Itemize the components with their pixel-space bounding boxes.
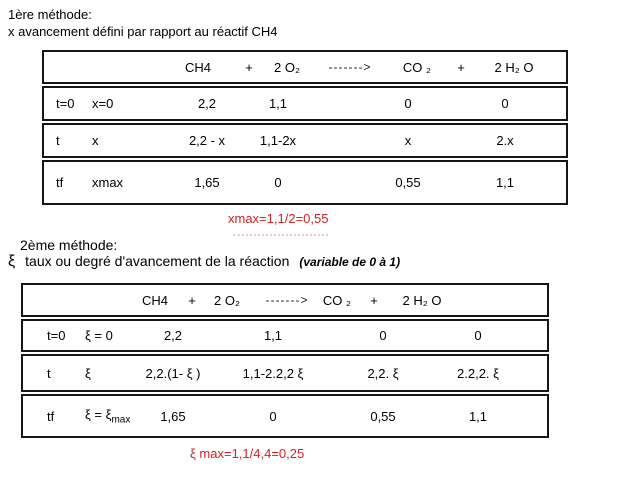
table-cell-ch4: 2,2 bbox=[163, 328, 183, 343]
method2-subtitle: taux ou degré d'avancement de la réaction bbox=[25, 253, 290, 269]
equation-co2: CO ₂ bbox=[322, 292, 352, 308]
equation-plus-1: + bbox=[245, 59, 253, 75]
reaction-table-2 bbox=[21, 283, 549, 440]
table-cell-ch4: 1,65 bbox=[194, 175, 220, 190]
table-cell-h2o: 0 bbox=[474, 328, 482, 343]
table-cell-h2o: 0 bbox=[501, 96, 509, 111]
table-cell-co2: 2,2. ξ bbox=[367, 365, 399, 381]
table1-row-t0 bbox=[42, 86, 568, 121]
table-cell-o2: 1,1 bbox=[263, 328, 283, 343]
table-cell-ch4: 2,2 - x bbox=[188, 133, 226, 148]
reaction-table-1 bbox=[42, 50, 568, 207]
table2-row-tf bbox=[21, 394, 549, 438]
row-label-advancement: x bbox=[92, 133, 99, 148]
equation-arrow: -------> bbox=[328, 60, 372, 74]
table-cell-ch4: 2,2.(1- ξ ) bbox=[145, 365, 201, 381]
equation-arrow: -------> bbox=[265, 293, 309, 307]
table-cell-ch4: 1,65 bbox=[160, 408, 186, 424]
row-label-time: tf bbox=[47, 408, 55, 424]
table-cell-o2: 1,1-2.2,2 ξ bbox=[242, 365, 304, 381]
row-label-advancement: x=0 bbox=[92, 96, 114, 111]
method2-title: 2ème méthode: bbox=[20, 237, 118, 253]
xi-equals-ximax-label: $\xi = \xi_{max}$ bbox=[85, 406, 131, 426]
table1-row-t bbox=[42, 123, 568, 158]
equation-h2o: 2 H₂ O bbox=[402, 292, 442, 308]
faint-red-mark bbox=[233, 234, 328, 236]
equation-co2: CO ₂ bbox=[402, 59, 432, 75]
row-label-advancement: ξ = 0 bbox=[85, 328, 113, 343]
table-cell-h2o: 2.2,2. ξ bbox=[457, 365, 499, 381]
table-cell-co2: 0 bbox=[404, 96, 412, 111]
equation-o2: 2 O₂ bbox=[274, 59, 300, 75]
table-cell-h2o: 1,1 bbox=[468, 408, 488, 424]
table1-header-row bbox=[42, 50, 568, 84]
table-cell-o2: 0 bbox=[269, 408, 277, 424]
row-label-time: t bbox=[47, 365, 51, 381]
table-cell-ch4: 2,2 bbox=[197, 96, 217, 111]
table-cell-h2o: 2.x bbox=[496, 133, 514, 148]
equation-plus-2: + bbox=[457, 59, 465, 75]
equation-o2: 2 O₂ bbox=[214, 292, 240, 308]
row-label-advancement: ξ bbox=[85, 365, 91, 381]
row-label-time: t bbox=[56, 133, 60, 148]
table2-header-row bbox=[21, 283, 549, 317]
xi-symbol: ξ bbox=[8, 253, 16, 270]
method1-subtitle: x avancement défini par rapport au réactif CH4 bbox=[8, 24, 278, 39]
method2-subtitle-line bbox=[8, 253, 400, 270]
max-subscript: max bbox=[111, 414, 131, 426]
equation-ch4: CH4 bbox=[141, 292, 168, 308]
row-label-time: t=0 bbox=[56, 96, 75, 111]
row-label-time: t=0 bbox=[47, 328, 66, 343]
table-cell-h2o: 1,1 bbox=[495, 175, 515, 190]
row-label-time: tf bbox=[56, 175, 64, 190]
table2-row-t0 bbox=[21, 319, 549, 352]
method1-title: 1ère méthode: bbox=[8, 7, 92, 22]
table-cell-o2: 1,1-2x bbox=[259, 133, 297, 148]
table-cell-co2: x bbox=[404, 133, 412, 148]
table-cell-o2: 1,1 bbox=[268, 96, 288, 111]
table-cell-co2: 0,55 bbox=[370, 408, 396, 424]
xmax-note: xmax=1,1/2=0,55 bbox=[228, 211, 329, 226]
table-cell-co2: 0,55 bbox=[395, 175, 421, 190]
row-label-advancement: xmax bbox=[92, 175, 124, 190]
table1-row-tf bbox=[42, 160, 568, 205]
table-cell-o2: 0 bbox=[274, 175, 282, 190]
equation-h2o: 2 H₂ O bbox=[494, 59, 534, 75]
table2-row-t bbox=[21, 354, 549, 392]
table-cell-co2: 0 bbox=[379, 328, 387, 343]
equation-plus-1: + bbox=[188, 292, 196, 308]
equation-ch4: CH4 bbox=[184, 59, 211, 75]
ximax-note: ξ max=1,1/4,4=0,25 bbox=[190, 446, 305, 461]
equation-plus-2: + bbox=[370, 292, 378, 308]
method2-subtitle-note: (variable de 0 à 1) bbox=[299, 255, 401, 269]
